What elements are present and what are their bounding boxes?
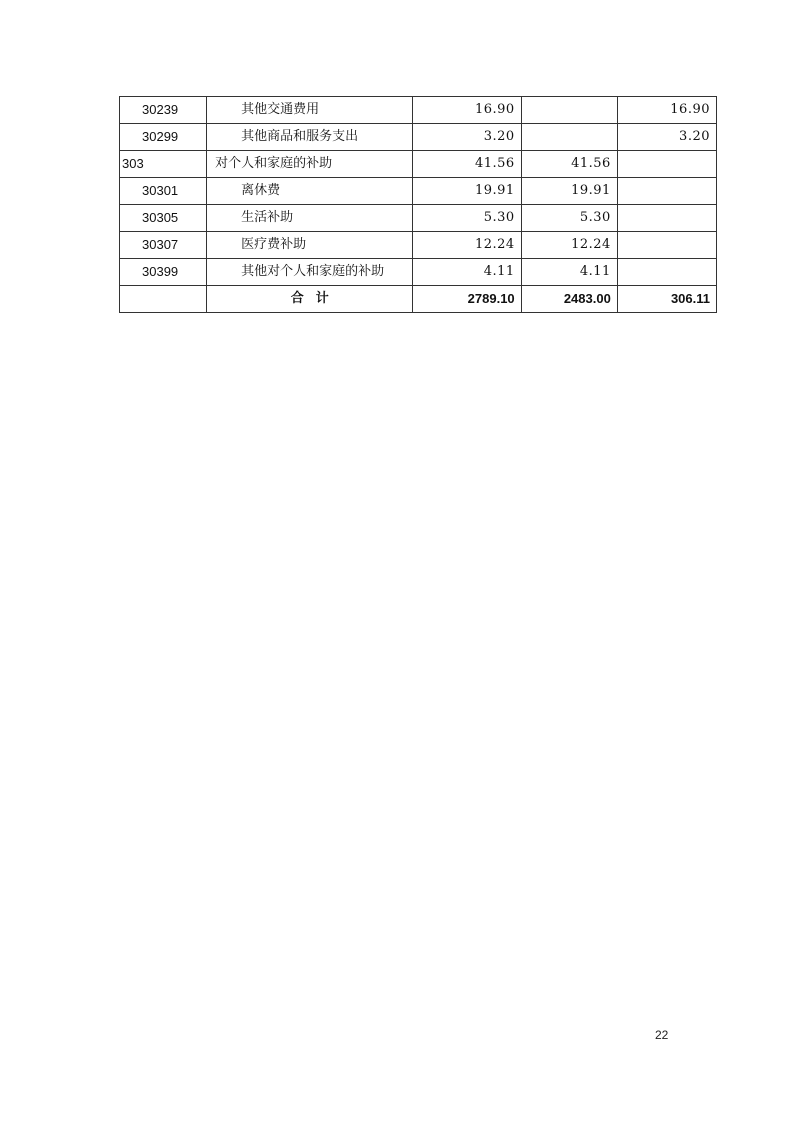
project-expenditure-cell	[617, 205, 716, 232]
item-name-cell: 医疗费补助	[207, 232, 413, 259]
project-expenditure-cell	[617, 178, 716, 205]
total-amount-cell: 3.20	[413, 124, 521, 151]
basic-expenditure-cell: 12.24	[521, 232, 617, 259]
total-row	[120, 286, 717, 313]
total-amount-cell: 4.11	[413, 259, 521, 286]
basic-expenditure-cell: 19.91	[521, 178, 617, 205]
item-name-cell: 离休费	[207, 178, 413, 205]
total-amount-cell: 16.90	[413, 97, 521, 124]
economic-code-cell: 30307	[120, 232, 207, 259]
empty-code-cell	[120, 286, 207, 313]
basic-expenditure-cell: 5.30	[521, 205, 617, 232]
economic-code-cell: 30299	[120, 124, 207, 151]
budget-table	[119, 96, 717, 313]
table-row	[120, 124, 717, 151]
total-amount-cell: 19.91	[413, 178, 521, 205]
basic-expenditure-cell: 41.56	[521, 151, 617, 178]
economic-code-cell: 30399	[120, 259, 207, 286]
basic-expenditure-cell	[521, 124, 617, 151]
item-name-cell: 其他商品和服务支出	[207, 124, 413, 151]
table-row	[120, 178, 717, 205]
table-row	[120, 259, 717, 286]
basic-expenditure-cell: 4.11	[521, 259, 617, 286]
grand-total-project: 306.11	[617, 286, 716, 313]
item-name-cell: 生活补助	[207, 205, 413, 232]
project-expenditure-cell: 16.90	[617, 97, 716, 124]
total-amount-cell: 12.24	[413, 232, 521, 259]
basic-expenditure-cell	[521, 97, 617, 124]
project-expenditure-cell	[617, 232, 716, 259]
project-expenditure-cell	[617, 259, 716, 286]
item-name-cell: 其他对个人和家庭的补助	[207, 259, 413, 286]
item-name-cell: 对个人和家庭的补助	[207, 151, 413, 178]
economic-code-cell: 30239	[120, 97, 207, 124]
economic-code-cell: 30301	[120, 178, 207, 205]
total-amount-cell: 41.56	[413, 151, 521, 178]
economic-code-cell: 303	[120, 151, 207, 178]
table-row	[120, 97, 717, 124]
table-row	[120, 232, 717, 259]
total-amount-cell: 5.30	[413, 205, 521, 232]
page-number: 22	[655, 1028, 669, 1042]
grand-total-basic: 2483.00	[521, 286, 617, 313]
table-row	[120, 205, 717, 232]
item-name-cell: 其他交通费用	[207, 97, 413, 124]
economic-code-cell: 30305	[120, 205, 207, 232]
project-expenditure-cell: 3.20	[617, 124, 716, 151]
total-label: 合计	[207, 286, 413, 313]
project-expenditure-cell	[617, 151, 716, 178]
grand-total-amount: 2789.10	[413, 286, 521, 313]
table-row	[120, 151, 717, 178]
